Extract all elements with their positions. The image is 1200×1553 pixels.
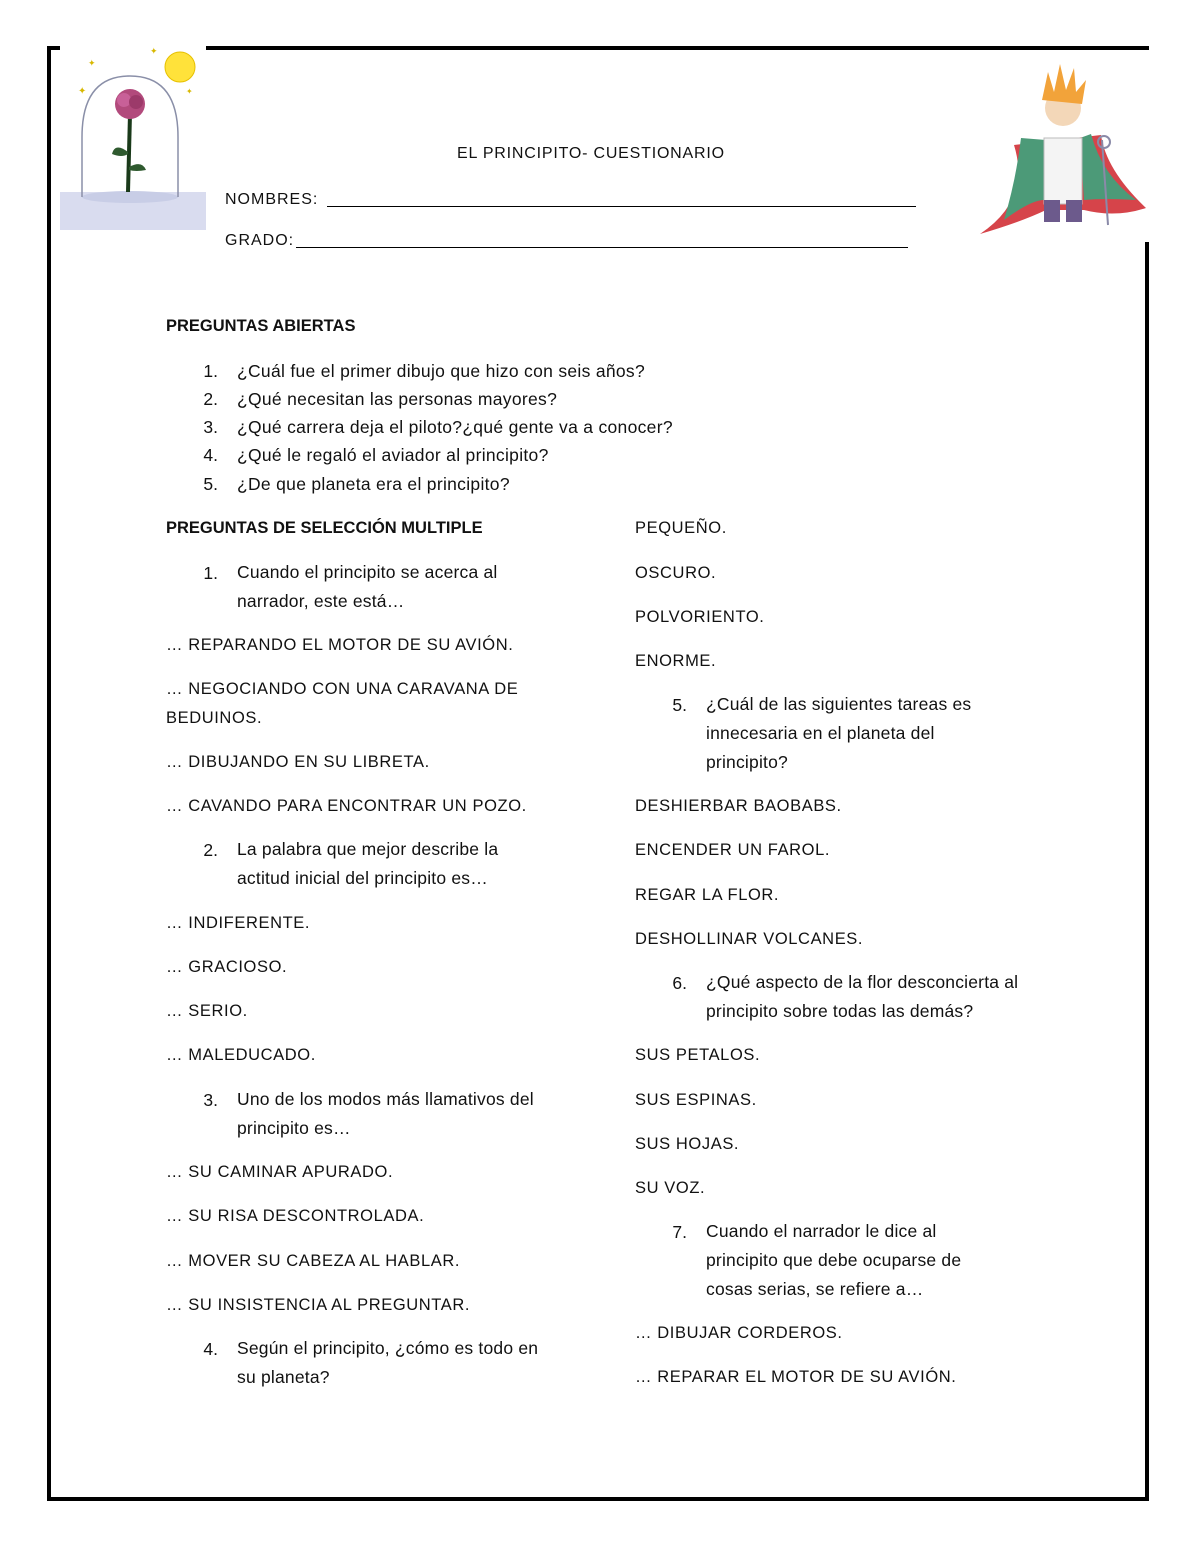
open-q2-text: ¿Qué necesitan las personas mayores? bbox=[237, 389, 558, 409]
nombres-blank-line[interactable] bbox=[327, 206, 916, 207]
open-q4-text: ¿Qué le regaló el aviador al principito? bbox=[237, 445, 549, 465]
mc-q6-option[interactable]: SUS PETALOS. bbox=[635, 1046, 761, 1064]
mc-q2-option[interactable]: … SERIO. bbox=[166, 1002, 248, 1020]
mc-q3-option[interactable]: … SU CAMINAR APURADO. bbox=[166, 1163, 394, 1181]
mc-q3-text: Uno de los modos más llamativos del principito es… bbox=[237, 1089, 534, 1138]
svg-text:✦: ✦ bbox=[78, 86, 87, 97]
mc-q5-number: 5. bbox=[672, 695, 687, 715]
mc-q4-option[interactable]: PEQUEÑO. bbox=[635, 519, 727, 537]
open-q3-number: 3. bbox=[203, 417, 218, 437]
little-prince-illustration bbox=[976, 50, 1152, 242]
mc-q2-option[interactable]: … INDIFERENTE. bbox=[166, 914, 311, 932]
mc-q4-number: 4. bbox=[203, 1339, 218, 1359]
mc-q2-number: 2. bbox=[203, 840, 218, 860]
mc-q1-option-continued: BEDUINOS. bbox=[166, 709, 263, 727]
open-q1-text: ¿Cuál fue el primer dibujo que hizo con seis años? bbox=[237, 361, 645, 381]
mc-q6-option[interactable]: SUS ESPINAS. bbox=[635, 1091, 757, 1109]
mc-q6-option[interactable]: SUS HOJAS. bbox=[635, 1135, 740, 1153]
mc-q7-number: 7. bbox=[672, 1222, 687, 1242]
mc-q4-option[interactable]: POLVORIENTO. bbox=[635, 608, 765, 626]
mc-q1-number: 1. bbox=[203, 563, 218, 583]
open-q5-number: 5. bbox=[203, 474, 218, 494]
mc-q7-option[interactable]: … REPARAR EL MOTOR DE SU AVIÓN. bbox=[635, 1368, 957, 1386]
mc-q2-text: La palabra que mejor describe la actitud inicial del principito es… bbox=[237, 839, 499, 888]
mc-q1-option[interactable]: … REPARANDO EL MOTOR DE SU AVIÓN. bbox=[166, 636, 514, 654]
page-title: EL PRINCIPITO- CUESTIONARIO bbox=[457, 145, 725, 162]
mc-q3-option[interactable]: … SU INSISTENCIA AL PREGUNTAR. bbox=[166, 1296, 471, 1314]
rose-illustration bbox=[60, 42, 206, 230]
mc-heading: PREGUNTAS DE SELECCIÓN MULTIPLE bbox=[166, 519, 483, 537]
mc-q6-number: 6. bbox=[672, 973, 687, 993]
mc-q7-text: Cuando el narrador le dice al principito que debe ocuparse de cosas serias, se refiere a… bbox=[706, 1221, 962, 1299]
mc-q1-option[interactable]: … NEGOCIANDO CON UNA CARAVANA DE bbox=[166, 680, 519, 698]
mc-q5-option[interactable]: DESHIERBAR BAOBABS. bbox=[635, 797, 842, 815]
mc-q3-number: 3. bbox=[203, 1090, 218, 1110]
mc-q6-text: ¿Qué aspecto de la flor desconcierta al principito sobre todas las demás? bbox=[706, 972, 1019, 1021]
mc-q6-option[interactable]: SU VOZ. bbox=[635, 1179, 706, 1197]
svg-text:✦: ✦ bbox=[150, 46, 158, 56]
mc-q5-option[interactable]: REGAR LA FLOR. bbox=[635, 886, 780, 904]
open-q4-number: 4. bbox=[203, 445, 218, 465]
open-questions-heading: PREGUNTAS ABIERTAS bbox=[166, 317, 356, 335]
open-q2-number: 2. bbox=[203, 389, 218, 409]
mc-q1-option[interactable]: … DIBUJANDO EN SU LIBRETA. bbox=[166, 753, 430, 771]
mc-q2-option[interactable]: … GRACIOSO. bbox=[166, 958, 288, 976]
mc-q1-option[interactable]: … CAVANDO PARA ENCONTRAR UN POZO. bbox=[166, 797, 527, 815]
mc-q2-option[interactable]: … MALEDUCADO. bbox=[166, 1046, 316, 1064]
open-q1-number: 1. bbox=[203, 361, 218, 381]
mc-q5-text: ¿Cuál de las siguientes tareas es innecesaria en el planeta del principito? bbox=[706, 694, 972, 772]
grado-label: GRADO: bbox=[225, 232, 295, 249]
mc-q4-option[interactable]: OSCURO. bbox=[635, 564, 717, 582]
mc-q4-text: Según el principito, ¿cómo es todo en su planeta? bbox=[237, 1338, 539, 1387]
mc-q1-text: Cuando el principito se acerca al narrador, este está… bbox=[237, 562, 498, 611]
open-q5-text: ¿De que planeta era el principito? bbox=[237, 474, 510, 494]
grado-blank-line[interactable] bbox=[296, 247, 908, 248]
open-q3-text: ¿Qué carrera deja el piloto?¿qué gente va a conocer? bbox=[237, 417, 673, 437]
nombres-label: NOMBRES: bbox=[225, 191, 319, 208]
mc-q5-option[interactable]: ENCENDER UN FAROL. bbox=[635, 841, 831, 859]
mc-q4-option[interactable]: ENORME. bbox=[635, 652, 717, 670]
svg-text:✦: ✦ bbox=[186, 87, 193, 96]
mc-q3-option[interactable]: … MOVER SU CABEZA AL HABLAR. bbox=[166, 1252, 461, 1270]
svg-text:✦: ✦ bbox=[88, 58, 96, 68]
mc-q7-option[interactable]: … DIBUJAR CORDEROS. bbox=[635, 1324, 843, 1342]
mc-q5-option[interactable]: DESHOLLINAR VOLCANES. bbox=[635, 930, 864, 948]
mc-q3-option[interactable]: … SU RISA DESCONTROLADA. bbox=[166, 1207, 425, 1225]
